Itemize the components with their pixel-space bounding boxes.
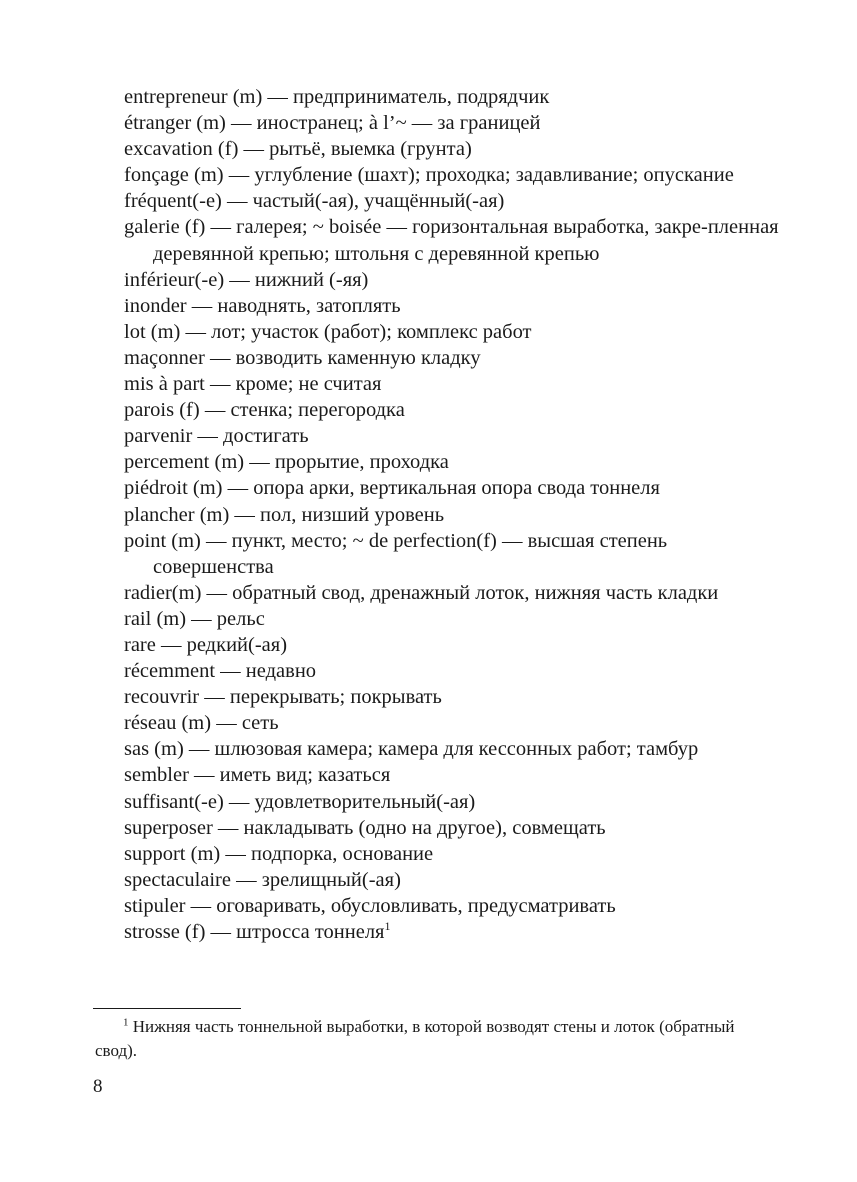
glossary-entry: inférieur(-e) — нижний (-яя) bbox=[124, 268, 369, 291]
footnote-reference[interactable]: 1 bbox=[384, 919, 391, 934]
glossary-entry: réseau (m) — сеть bbox=[124, 712, 279, 735]
glossary-entry: plancher (m) — пол, низший уровень bbox=[124, 503, 445, 526]
glossary-entry: spectaculaire — зрелищный(-ая) bbox=[124, 868, 401, 891]
glossary-entry: rare — редкий(-ая) bbox=[124, 633, 288, 656]
glossary-entry: parvenir — достигать bbox=[124, 425, 309, 448]
glossary-entry: superposer — накладывать (одно на другое), совмещать bbox=[124, 816, 606, 839]
glossary-entry: mis à part — кроме; не считая bbox=[124, 373, 382, 396]
page-number: 8 bbox=[93, 1076, 103, 1097]
glossary-entry: parois (f) — стенка; перегородка bbox=[124, 399, 405, 422]
footnote-separator bbox=[93, 1008, 241, 1009]
glossary-entry-text: strosse (f) — штросса тоннеля bbox=[124, 921, 385, 943]
glossary-entry: inonder — наводнять, затоплять bbox=[124, 294, 401, 317]
glossary-entry: suffisant(-e) — удовлетворительный(-ая) bbox=[124, 790, 476, 813]
glossary-list bbox=[124, 84, 784, 945]
glossary-entry: excavation (f) — рытьё, выемка (грунта) bbox=[124, 138, 472, 161]
glossary-entry: recouvrir — перекрывать; покрывать bbox=[124, 686, 442, 709]
footnote-number: 1 bbox=[123, 1016, 129, 1029]
footnote bbox=[95, 1015, 775, 1063]
glossary-entry: stipuler — оговаривать, обусловливать, предусматривать bbox=[124, 894, 616, 917]
glossary-entry: percement (m) — прорытие, проходка bbox=[124, 451, 449, 474]
glossary-entry: galerie (f) — галерея; ~ boisée — горизонтальная выработка, закре-пленная деревянной крепью; штольня с деревянной крепью bbox=[124, 216, 779, 265]
glossary-entry: maçonner — возводить каменную кладку bbox=[124, 346, 481, 369]
glossary-entry: radier(m) — обратный свод, дренажный лоток, нижняя часть кладки bbox=[124, 581, 719, 604]
glossary-entry: fréquent(-e) — частый(-ая), учащённый(-ая) bbox=[124, 190, 505, 213]
glossary-entry: étranger (m) — иностранец; à l’~ — за границей bbox=[124, 112, 541, 135]
footnote-text: Нижняя часть тоннельной выработки, в которой возводят стены и лоток (обратный свод). bbox=[95, 1017, 735, 1060]
glossary-entry: fonçage (m) — углубление (шахт); проходка; задавливание; опускание bbox=[124, 164, 734, 187]
glossary-entry: entrepreneur (m) — предприниматель, подрядчик bbox=[124, 86, 550, 108]
glossary-entry: point (m) — пункт, место; ~ de perfection(f) — высшая степень совершенства bbox=[124, 529, 668, 578]
glossary-entry-last bbox=[124, 919, 784, 945]
glossary-entry: récemment — недавно bbox=[124, 660, 317, 683]
glossary-entry: sas (m) — шлюзовая камера; камера для кессонных работ; тамбур bbox=[124, 738, 699, 761]
glossary-entry: rail (m) — рельс bbox=[124, 607, 265, 630]
glossary-entry: support (m) — подпорка, основание bbox=[124, 842, 434, 865]
glossary-entry: piédroit (m) — опора арки, вертикальная опора свода тоннеля bbox=[124, 477, 660, 500]
glossary-entry: sembler — иметь вид; казаться bbox=[124, 764, 391, 787]
glossary-entry: lot (m) — лот; участок (работ); комплекс работ bbox=[124, 320, 532, 343]
